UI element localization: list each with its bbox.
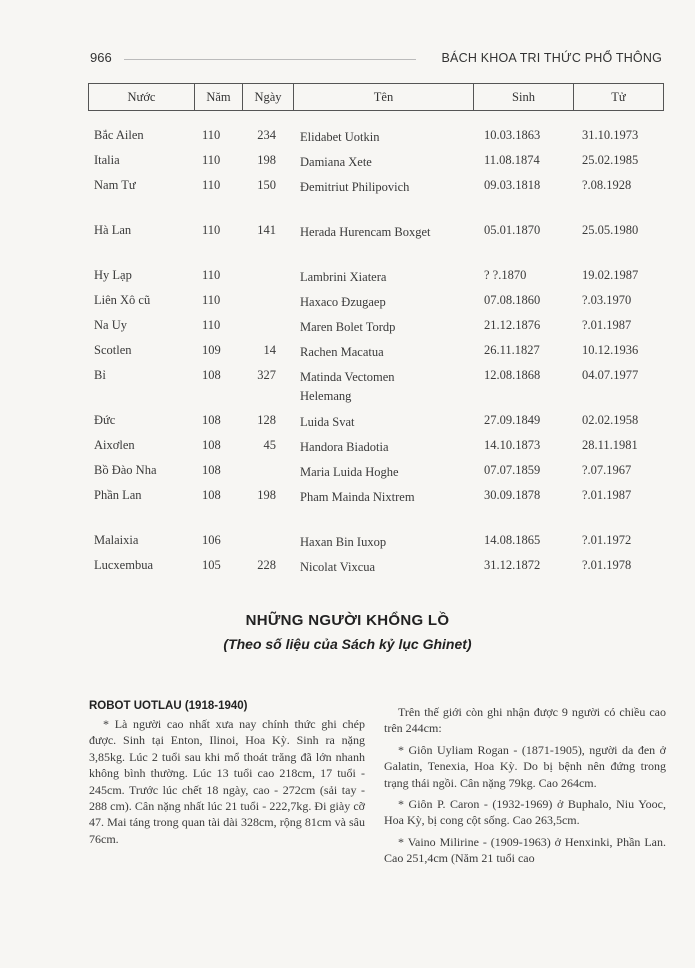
cell-sinh: 10.03.1863 — [484, 128, 541, 142]
cell-ten: Maren Bolet Tordp — [300, 320, 396, 334]
cell-nuoc: Nam Tư — [94, 178, 136, 192]
cell-nuoc: Liên Xô cũ — [94, 293, 151, 307]
cell-tu: 04.07.1977 — [582, 368, 639, 382]
cell-nam: 108 — [202, 438, 221, 452]
cell-nam: 108 — [202, 463, 221, 477]
cell-sinh: 07.08.1860 — [484, 293, 541, 307]
cell-tu: ?.07.1967 — [582, 463, 632, 477]
cell-nuoc: Bắc Ailen — [94, 128, 144, 142]
cell-ten: Maria Luida Hoghe — [300, 465, 399, 479]
cell-tu: 25.02.1985 — [582, 153, 639, 167]
robot-heading: ROBOT UOTLAU (1918-1940) — [89, 700, 248, 712]
cell-ten: Haxaco Đzugaep — [300, 295, 386, 309]
cell-ngay: 228 — [257, 558, 276, 572]
table-header — [88, 83, 664, 111]
cell-tu: 19.02.1987 — [582, 268, 639, 282]
cell-sinh: 09.03.1818 — [484, 178, 541, 192]
left-column — [89, 700, 365, 852]
section-title: NHỮNG NGƯỜI KHỔNG LỒ — [245, 612, 450, 629]
cell-nam: 108 — [202, 368, 221, 382]
cell-nuoc: Aixơlen — [94, 438, 135, 452]
giant-milirine: * Vaino Milirine - (1909-1963) ở Henxinki, Phần Lan. Cao 251,4cm (Năm 21 tuổi cao — [384, 834, 666, 866]
cell-sinh: 21.12.1876 — [484, 318, 541, 332]
cell-ngay: 327 — [257, 368, 276, 382]
cell-tu: ?.01.1978 — [582, 558, 632, 572]
cell-sinh: 27.09.1849 — [484, 413, 541, 427]
cell-nuoc: Na Uy — [94, 318, 127, 332]
cell-ngay: 198 — [257, 488, 276, 502]
cell-ten: Lambrini Xiatera — [300, 270, 387, 284]
cell-ngay: 45 — [263, 438, 276, 452]
cell-nam: 110 — [202, 178, 221, 192]
cell-nuoc: Italia — [94, 153, 120, 167]
cell-nuoc: Đức — [94, 413, 116, 427]
cell-sinh: 30.09.1878 — [484, 488, 541, 502]
cell-ngay: 234 — [257, 128, 276, 142]
right-column — [384, 704, 666, 872]
page-number: 966 — [90, 50, 112, 65]
cell-nuoc: Hà Lan — [94, 223, 132, 237]
cell-ten: Haxan Bin Iuxop — [300, 535, 387, 549]
cell-tu: ?.03.1970 — [582, 293, 632, 307]
cell-sinh: 11.08.1874 — [484, 153, 540, 167]
cell-nam: 109 — [202, 343, 221, 357]
cell-sinh: 14.08.1865 — [484, 533, 541, 547]
cell-sinh: 05.01.1870 — [484, 223, 541, 237]
cell-ten: Pham Mainda Nixtrem — [300, 490, 415, 504]
cell-nam: 110 — [202, 128, 221, 142]
cell-ten: Matinda Vectomen Helemang — [300, 370, 395, 403]
cell-sinh: 31.12.1872 — [484, 558, 541, 572]
col-header-sinh: Sinh — [474, 84, 574, 111]
col-header-nuoc: Nước — [89, 84, 195, 111]
robot-paragraph: * Là người cao nhất xưa nay chính thức ghi chép được. Sinh tại Enton, Ilinoi, Hoa Kỳ. Sinh ra nặng 3,85kg. Lúc 2 tuổi sau khi mổ thoát trăng đã lớn nhanh không bình thường. Lúc 13 tuổi cao 218cm, 17 tuổi - 245cm. Trước lúc chết 18 ngày, cao - 272cm (sải tay - 288 cm). Cân nặng nhất lúc 21 tuổi - 222,7kg. Đi giày cỡ 47. Mai táng trong quan tài dài 328cm, rộng 81cm và sâu 76cm. — [89, 717, 365, 846]
cell-nuoc: Scotlen — [94, 343, 132, 357]
cell-nam: 105 — [202, 558, 221, 572]
cell-tu: 10.12.1936 — [582, 343, 639, 357]
cell-ngay: 128 — [257, 413, 276, 427]
cell-nuoc: Lucxembua — [94, 558, 154, 572]
cell-tu: 31.10.1973 — [582, 128, 639, 142]
cell-ten: Nicolat Vixcua — [300, 560, 376, 574]
cell-nam: 110 — [202, 223, 221, 237]
cell-nam: 110 — [202, 153, 221, 167]
cell-ngay: 141 — [257, 223, 276, 237]
giants-intro: Trên thế giới còn ghi nhận được 9 người có chiều cao trên 244cm: — [384, 705, 666, 736]
cell-nuoc: Malaixia — [94, 533, 139, 547]
cell-tu: ?.08.1928 — [582, 178, 632, 192]
cell-nuoc: Hy Lạp — [94, 268, 132, 282]
cell-tu: ?.01.1972 — [582, 533, 632, 547]
cell-nam: 108 — [202, 413, 221, 427]
col-header-ngay: Ngày — [243, 84, 294, 111]
cell-nuoc: Bồ Đào Nha — [94, 463, 157, 477]
cell-nuoc: Phần Lan — [94, 488, 142, 502]
col-header-ten: Tên — [294, 84, 474, 111]
cell-ten: Luida Svat — [300, 415, 355, 429]
cell-tu: 02.02.1958 — [582, 413, 639, 427]
running-title: BÁCH KHOA TRI THỨC PHỔ THÔNG — [441, 51, 662, 65]
cell-tu: 28.11.1981 — [582, 438, 638, 452]
page-header — [90, 48, 664, 70]
giant-rogan: * Giôn Uyliam Rogan - (1871-1905), người da đen ở Galatin, Tenexia, Hoa Kỳ. Do bị bệnh nên đứng trong trạng thái ngồi. Cân nặng 79kg. Cao 264cm. — [384, 742, 666, 790]
cell-nuoc: Bỉ — [94, 368, 106, 382]
cell-nam: 110 — [202, 268, 221, 282]
cell-sinh: ? ?.1870 — [484, 268, 527, 282]
cell-nam: 106 — [202, 533, 221, 547]
cell-nam: 110 — [202, 318, 221, 332]
cell-ten: Đemitriut Philipovich — [300, 180, 410, 194]
cell-sinh: 07.07.1859 — [484, 463, 541, 477]
cell-ten: Rachen Macatua — [300, 345, 384, 359]
col-header-nam: Năm — [195, 84, 243, 111]
col-header-tu: Tử — [574, 84, 664, 111]
cell-nam: 108 — [202, 488, 221, 502]
header-rule — [124, 59, 416, 60]
cell-ten: Herada Hurencam Boxget — [300, 225, 431, 239]
cell-sinh: 26.11.1827 — [484, 343, 540, 357]
cell-ngay: 150 — [257, 178, 276, 192]
giant-caron: * Giôn P. Caron - (1932-1969) ở Buphalo, Niu Yooc, Hoa Kỳ, bị cong cột sống. Cao 263,5cm. — [384, 797, 666, 828]
cell-sinh: 14.10.1873 — [484, 438, 541, 452]
cell-sinh: 12.08.1868 — [484, 368, 541, 382]
cell-ten: Elidabet Uotkin — [300, 130, 380, 144]
cell-tu: ?.01.1987 — [582, 488, 632, 502]
cell-ngay: 14 — [263, 343, 276, 357]
cell-ten: Damiana Xete — [300, 155, 372, 169]
cell-ten: Handora Biadotia — [300, 440, 389, 454]
cell-ngay: 198 — [257, 153, 276, 167]
section-subtitle: (Theo số liệu của Sách kỷ lục Ghinet) — [223, 636, 472, 652]
cell-tu: 25.05.1980 — [582, 223, 639, 237]
cell-nam: 110 — [202, 293, 221, 307]
cell-tu: ?.01.1987 — [582, 318, 632, 332]
